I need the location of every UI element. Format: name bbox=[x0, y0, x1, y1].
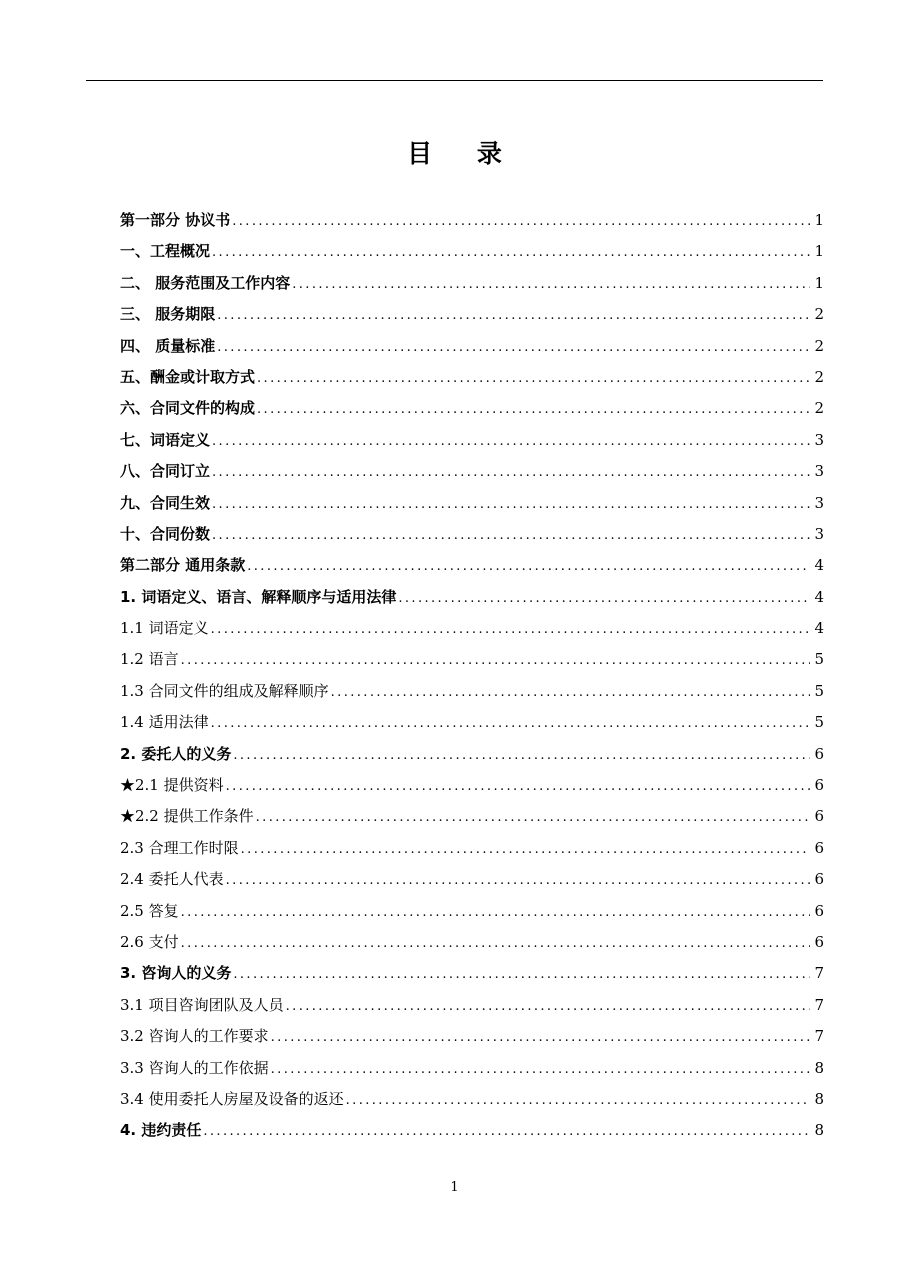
toc-dot-leader bbox=[247, 551, 810, 582]
toc-entry-page-number: 5 bbox=[814, 713, 824, 732]
toc-entry[interactable] bbox=[120, 958, 824, 989]
toc-entry-page-number: 8 bbox=[814, 1121, 824, 1140]
toc-entry-label: 九、合同生效 bbox=[120, 493, 211, 512]
toc-entry-label: ★2.1 提供资料 bbox=[120, 776, 224, 795]
toc-entry-label: 七、词语定义 bbox=[120, 430, 211, 449]
toc-entry[interactable] bbox=[120, 1115, 824, 1146]
toc-entry-label: 三、 服务期限 bbox=[120, 305, 216, 324]
toc-entry-label: 3.2 咨询人的工作要求 bbox=[120, 1027, 269, 1046]
toc-entry-page-number: 1 bbox=[814, 273, 824, 292]
toc-dot-leader bbox=[181, 897, 811, 928]
toc-dot-leader bbox=[226, 771, 811, 802]
toc-entry-label: 3. 咨询人的义务 bbox=[120, 964, 232, 983]
toc-entry-page-number: 6 bbox=[814, 901, 824, 920]
toc-entry-page-number: 6 bbox=[814, 744, 824, 763]
toc-entry-page-number: 3 bbox=[814, 524, 824, 543]
toc-entry-page-number: 7 bbox=[814, 995, 824, 1014]
toc-entry-label: 五、酬金或计取方式 bbox=[120, 367, 256, 386]
toc-entry-page-number: 4 bbox=[814, 619, 824, 638]
toc-entry[interactable] bbox=[120, 425, 824, 456]
toc-entry-label: 第二部分 通用条款 bbox=[120, 556, 246, 575]
toc-dot-leader bbox=[292, 269, 810, 300]
toc-entry[interactable] bbox=[120, 299, 824, 330]
toc-entry-label: 八、合同订立 bbox=[120, 462, 211, 481]
toc-entry[interactable] bbox=[120, 801, 824, 832]
toc-entry-page-number: 2 bbox=[814, 367, 824, 386]
toc-entry[interactable] bbox=[120, 770, 824, 801]
toc-entry-label: 2.4 委托人代表 bbox=[120, 870, 224, 889]
toc-entry[interactable] bbox=[120, 362, 824, 393]
toc-entry[interactable] bbox=[120, 613, 824, 644]
toc-entry[interactable] bbox=[120, 644, 824, 675]
toc-entry-page-number: 6 bbox=[814, 807, 824, 826]
toc-entry-page-number: 6 bbox=[814, 776, 824, 795]
table-of-contents bbox=[120, 205, 824, 1147]
toc-entry-page-number: 7 bbox=[814, 1027, 824, 1046]
toc-entry-label: 六、合同文件的构成 bbox=[120, 399, 256, 418]
toc-entry-label: 1.1 词语定义 bbox=[120, 619, 209, 638]
toc-entry-page-number: 8 bbox=[814, 1058, 824, 1077]
toc-entry-page-number: 2 bbox=[814, 399, 824, 418]
toc-entry-page-number: 4 bbox=[814, 587, 824, 606]
toc-dot-leader bbox=[233, 959, 810, 990]
toc-dot-leader bbox=[346, 1085, 811, 1116]
toc-entry-label: 3.3 咨询人的工作依据 bbox=[120, 1058, 269, 1077]
toc-entry-label: 十、合同份数 bbox=[120, 524, 211, 543]
toc-entry-label: 1.3 合同文件的组成及解释顺序 bbox=[120, 681, 329, 700]
toc-dot-leader bbox=[232, 206, 810, 237]
toc-entry[interactable] bbox=[120, 519, 824, 550]
toc-entry-label: 1.4 适用法律 bbox=[120, 713, 209, 732]
toc-dot-leader bbox=[241, 834, 811, 865]
toc-dot-leader bbox=[212, 237, 810, 268]
toc-dot-leader bbox=[398, 583, 810, 614]
toc-entry-page-number: 3 bbox=[814, 430, 824, 449]
toc-entry-label: 二、 服务范围及工作内容 bbox=[120, 273, 291, 292]
toc-dot-leader bbox=[212, 457, 810, 488]
header-rule bbox=[86, 80, 823, 81]
toc-entry[interactable] bbox=[120, 676, 824, 707]
toc-entry-page-number: 1 bbox=[814, 211, 824, 229]
toc-entry[interactable] bbox=[120, 990, 824, 1021]
toc-entry[interactable] bbox=[120, 393, 824, 424]
toc-dot-leader bbox=[181, 645, 811, 676]
toc-entry[interactable] bbox=[120, 896, 824, 927]
toc-dot-leader bbox=[233, 740, 810, 771]
toc-entry[interactable] bbox=[120, 1021, 824, 1052]
toc-entry-label: 2.6 支付 bbox=[120, 932, 179, 951]
toc-entry-page-number: 4 bbox=[814, 556, 824, 575]
toc-entry-label: 第一部分 协议书 bbox=[120, 211, 231, 229]
toc-entry-page-number: 5 bbox=[814, 681, 824, 700]
toc-entry-label: 3.4 使用委托人房屋及设备的返还 bbox=[120, 1089, 344, 1108]
toc-entry-page-number: 3 bbox=[814, 462, 824, 481]
toc-entry[interactable] bbox=[120, 331, 824, 362]
toc-entry-label: 3.1 项目咨询团队及人员 bbox=[120, 995, 284, 1014]
toc-entry[interactable] bbox=[120, 707, 824, 738]
toc-entry[interactable] bbox=[120, 550, 824, 581]
toc-dot-leader bbox=[211, 708, 811, 739]
toc-entry-page-number: 2 bbox=[814, 305, 824, 324]
toc-entry-page-number: 6 bbox=[814, 932, 824, 951]
toc-dot-leader bbox=[217, 332, 810, 363]
toc-entry[interactable] bbox=[120, 236, 824, 267]
toc-dot-leader bbox=[286, 991, 811, 1022]
toc-entry[interactable] bbox=[120, 833, 824, 864]
toc-entry-label: ★2.2 提供工作条件 bbox=[120, 807, 254, 826]
toc-entry-label: 2.5 答复 bbox=[120, 901, 179, 920]
toc-entry-page-number: 7 bbox=[814, 964, 824, 983]
toc-entry[interactable] bbox=[120, 205, 824, 236]
toc-entry[interactable] bbox=[120, 268, 824, 299]
toc-dot-leader bbox=[181, 928, 811, 959]
toc-entry-page-number: 5 bbox=[814, 650, 824, 669]
toc-entry-label: 1. 词语定义、语言、解释顺序与适用法律 bbox=[120, 587, 397, 606]
page-title: 目 录 bbox=[407, 139, 520, 168]
toc-dot-leader bbox=[226, 865, 811, 896]
toc-dot-leader bbox=[256, 802, 811, 833]
toc-dot-leader bbox=[217, 300, 810, 331]
toc-entry[interactable] bbox=[120, 739, 824, 770]
toc-entry[interactable] bbox=[120, 1053, 824, 1084]
toc-dot-leader bbox=[271, 1054, 811, 1085]
toc-entry[interactable] bbox=[120, 582, 824, 613]
toc-entry[interactable] bbox=[120, 1084, 824, 1115]
toc-entry-label: 四、 质量标准 bbox=[120, 336, 216, 355]
toc-entry-page-number: 6 bbox=[814, 870, 824, 889]
toc-entry-label: 2.3 合理工作时限 bbox=[120, 838, 239, 857]
toc-dot-leader bbox=[211, 614, 811, 645]
toc-dot-leader bbox=[212, 426, 810, 457]
toc-entry[interactable] bbox=[120, 927, 824, 958]
toc-dot-leader bbox=[212, 489, 810, 520]
toc-entry-page-number: 2 bbox=[814, 336, 824, 355]
toc-entry[interactable] bbox=[120, 488, 824, 519]
toc-entry[interactable] bbox=[120, 456, 824, 487]
toc-entry-page-number: 3 bbox=[814, 493, 824, 512]
toc-dot-leader bbox=[271, 1022, 811, 1053]
footer-page-number: 1 bbox=[450, 1180, 459, 1195]
toc-entry-page-number: 6 bbox=[814, 838, 824, 857]
toc-entry-label: 1.2 语言 bbox=[120, 650, 179, 669]
toc-entry-label: 一、工程概况 bbox=[120, 242, 211, 261]
toc-entry-page-number: 8 bbox=[814, 1089, 824, 1108]
toc-dot-leader bbox=[257, 363, 810, 394]
toc-dot-leader bbox=[257, 394, 810, 425]
toc-entry[interactable] bbox=[120, 864, 824, 895]
toc-dot-leader bbox=[212, 520, 810, 551]
toc-entry-page-number: 1 bbox=[814, 242, 824, 261]
toc-dot-leader bbox=[203, 1116, 810, 1147]
toc-dot-leader bbox=[331, 677, 811, 708]
toc-entry-label: 2. 委托人的义务 bbox=[120, 744, 232, 763]
toc-entry-label: 4. 违约责任 bbox=[120, 1121, 202, 1140]
